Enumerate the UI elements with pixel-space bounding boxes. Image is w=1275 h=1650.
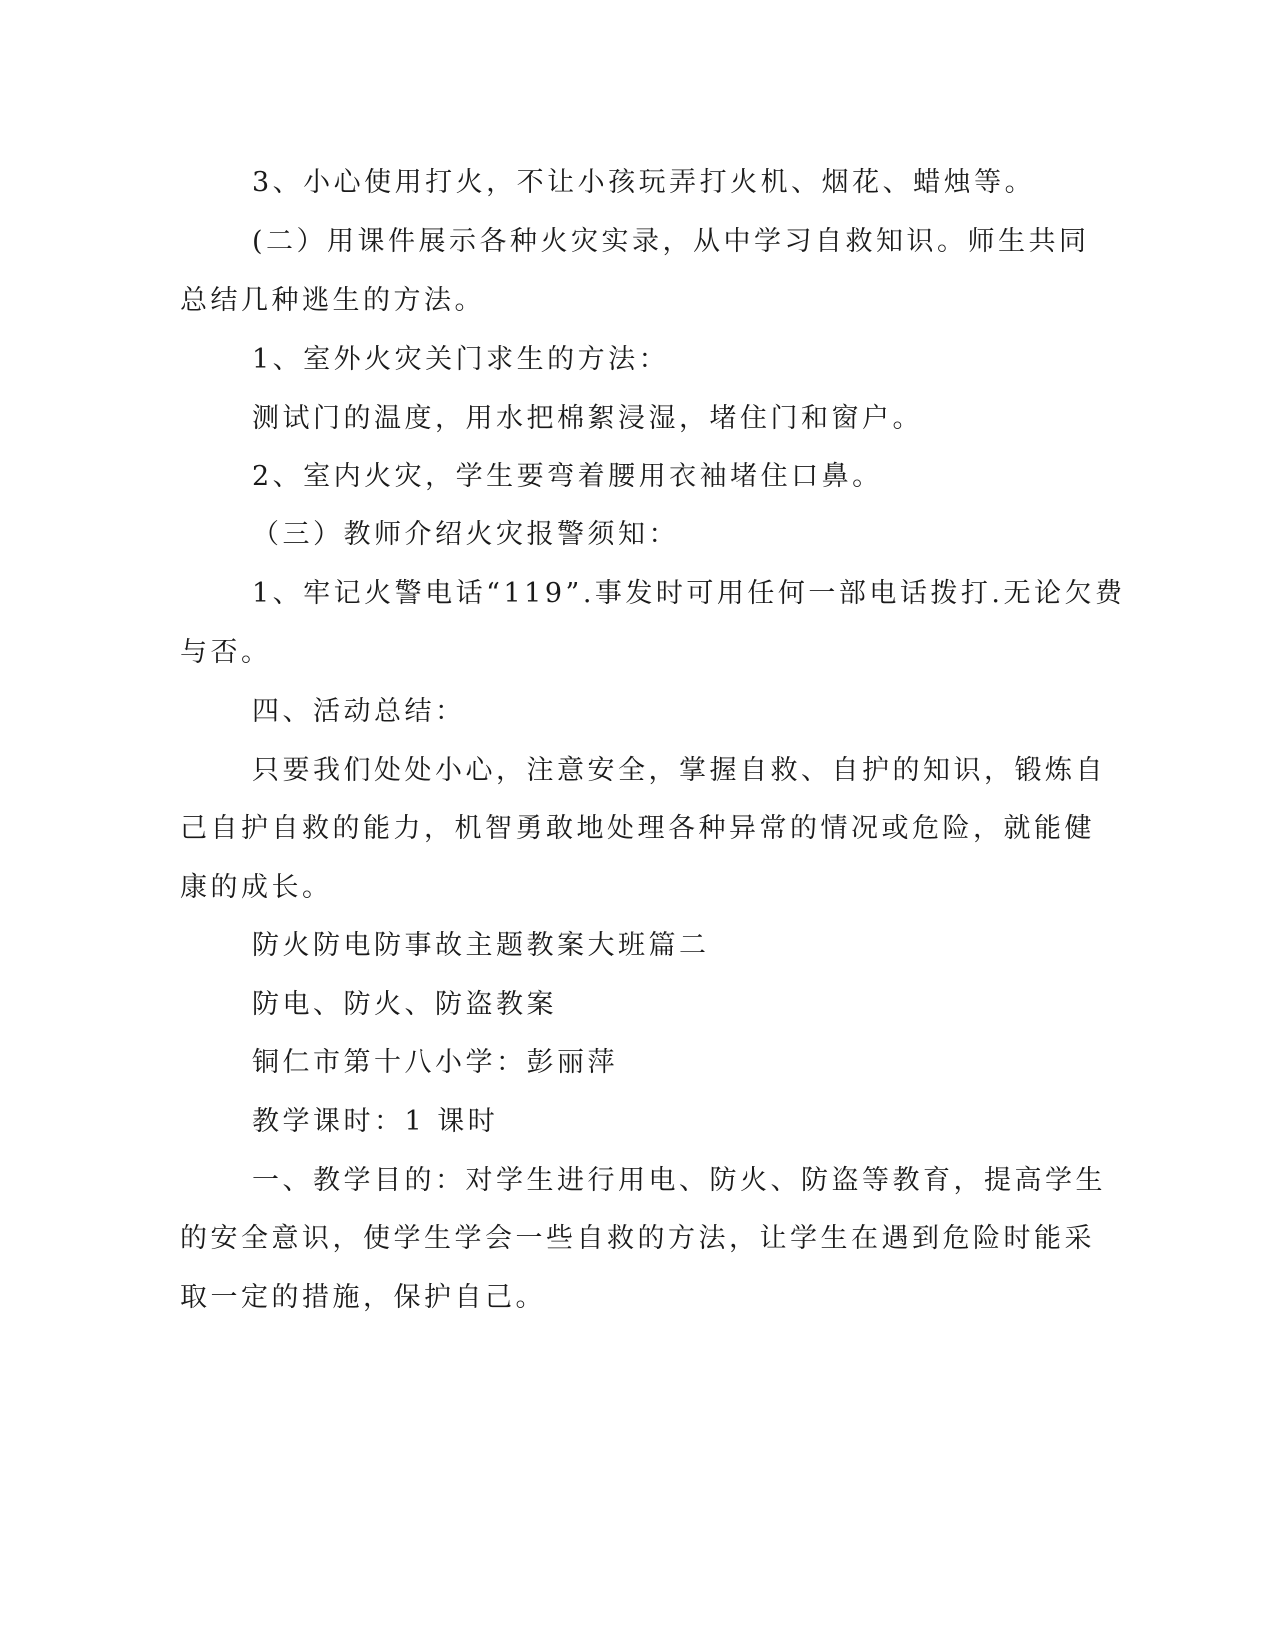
text-line: （三）教师介绍火灾报警须知：: [252, 519, 679, 550]
text-line: 只要我们处处小心，注意安全，掌握自救、自护的知识，锻炼自: [252, 755, 1106, 786]
text-line: 四、活动总结：: [252, 696, 466, 727]
text-line: 3、小心使用打火，不让小孩玩弄打火机、烟花、蜡烛等。: [252, 167, 1036, 198]
text-line: 的安全意识，使学生学会一些自救的方法，让学生在遇到危险时能采: [180, 1223, 1095, 1254]
text-line: 与否。: [180, 637, 272, 668]
text-line: 康的成长。: [180, 872, 333, 903]
text-line: 总结几种逃生的方法。: [180, 285, 485, 316]
text-line: 取一定的措施，保护自己。: [180, 1282, 546, 1313]
text-line: 一、教学目的：对学生进行用电、防火、防盗等教育，提高学生: [252, 1165, 1106, 1196]
text-line: 防火防电防事故主题教案大班篇二: [252, 930, 710, 961]
text-line: 2、室内火灾，学生要弯着腰用衣袖堵住口鼻。: [252, 461, 883, 492]
text-line: 己自护自救的能力，机智勇敢地处理各种异常的情况或危险，就能健: [180, 813, 1095, 844]
text-line: 1、室外火灾关门求生的方法：: [252, 344, 670, 375]
text-line: 测试门的温度，用水把棉絮浸湿，堵住门和窗户。: [252, 403, 923, 434]
text-line: 防电、防火、防盗教案: [252, 989, 557, 1020]
text-line: 铜仁市第十八小学：彭丽萍: [252, 1047, 618, 1078]
text-line: (二）用课件展示各种火灾实录，从中学习自救知识。师生共同: [252, 226, 1090, 257]
text-line: 教学课时：1 课时: [252, 1106, 499, 1137]
text-line: 1、牢记火警电话“119”.事发时可用任何一部电话拨打.无论欠费: [252, 578, 1126, 609]
